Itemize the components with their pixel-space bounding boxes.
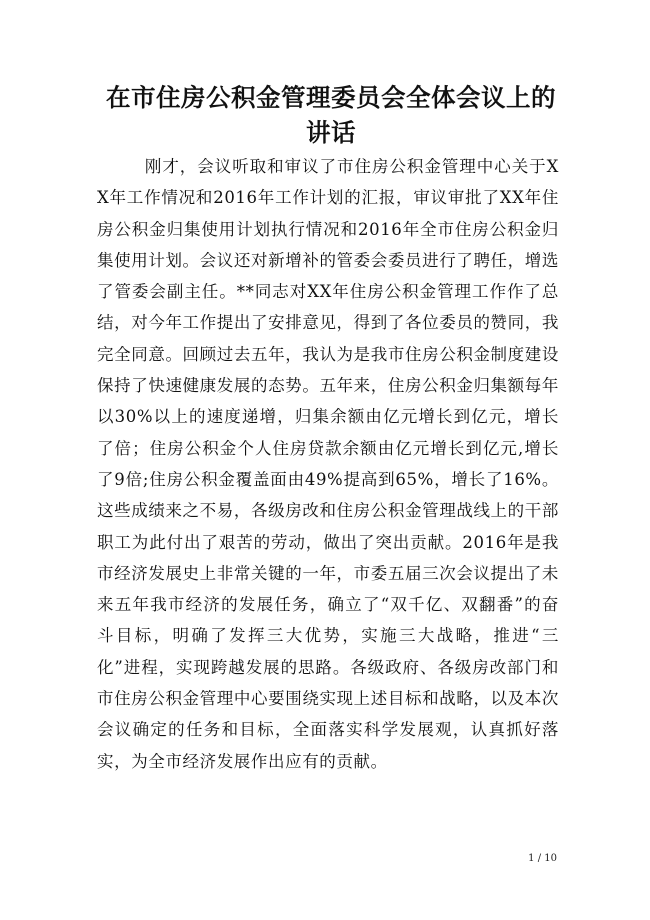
document-title: 在市住房公积金管理委员会全体会议上的讲话 [106,83,556,147]
body-paragraph: 刚才，会议听取和审议了市住房公积金管理中心关于XX年工作情况和2016年工作计划的汇报，审议审批了XX年住房公积金归集使用计划执行情况和2016年全市住房公积金归集使用计划。会议还对新增补的管委会委员进行了聘任，增选了管委会副主任。**同志对XX年住房公积金管理工作作了总结，对今年工作提出了安排意见，得到了各位委员的赞同，我完全同意。回顾过去五年，我认为是我市住房公积金制度建设保持了快速健康发展的态势。五年来，住房公积金归集额每年以30%以上的速度递增，归集余额由亿元增长到亿元，增长了倍；住房公积金个人住房贷款余额由亿元增长到亿元,增长了9倍;住房公积金覆盖面由49%提高到65%，增长了16%。这些成绩来之不易，各级房改和住房公积金管理战线上的干部职工为此付出了艰苦的劳动，做出了突出贡献。2016年是我市经济发展史上非常关键的一年，市委五届三次会议提出了未来五年我市经济的发展任务，确立了“双千亿、双翻番”的奋斗目标，明确了发挥三大优势，实施三大战略，推进“三化”进程，实现跨越发展的思路。各级政府、各级房改部门和市住房公积金管理中心要围绕实现上述目标和战略，以及本次会议确定的任务和目标，全面落实科学发展观，认真抓好落实，为全市经济发展作出应有的贡献。 [97,157,559,771]
page-number: 1 / 10 [528,853,557,864]
